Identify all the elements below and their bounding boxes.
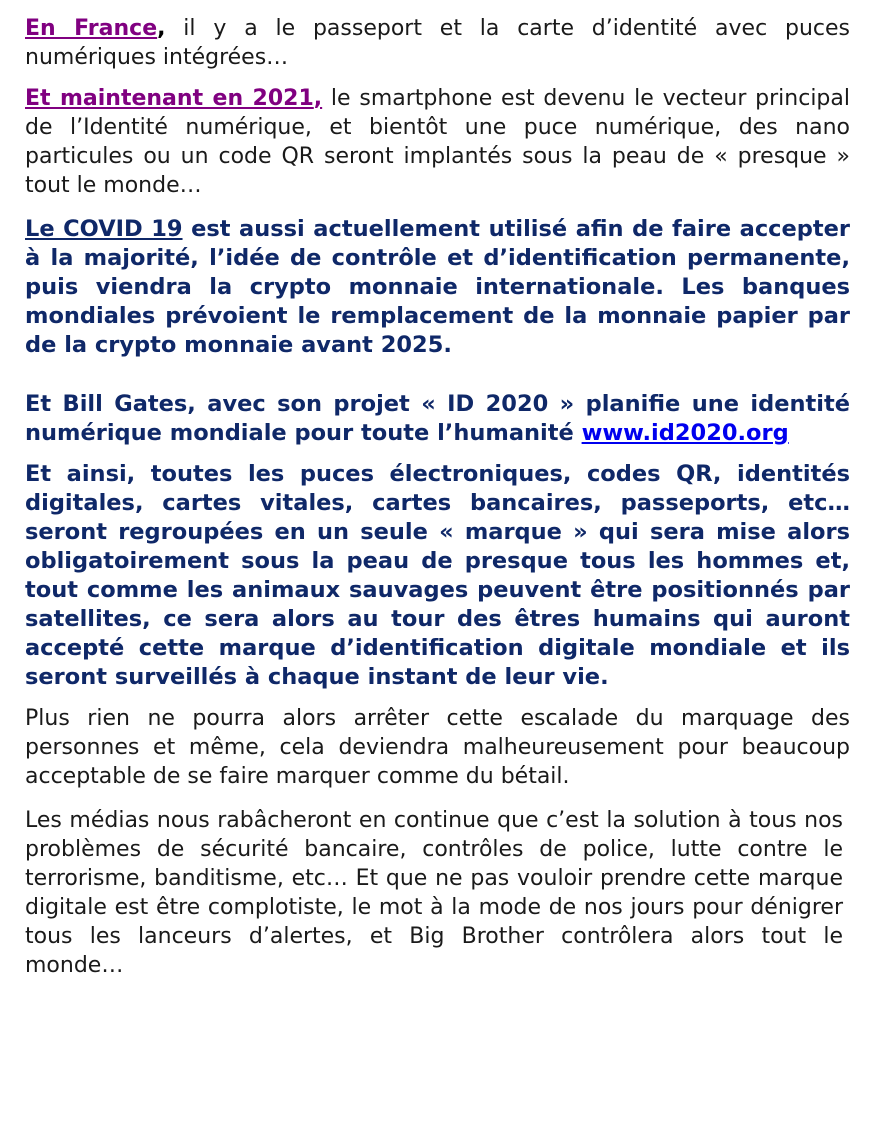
paragraph-2021	[25, 84, 850, 200]
paragraph-bill-gates	[25, 390, 850, 448]
heading-2021: Et maintenant en 2021	[25, 86, 314, 111]
comma: ,	[313, 86, 323, 111]
id2020-link[interactable]: www.id2020.org	[581, 420, 789, 446]
heading-en-france: En France	[25, 16, 158, 41]
paragraph-escalade	[25, 704, 850, 791]
paragraph-text: Les médias nous rabâcheront en continue que c’est la solution à tous nos problèmes de sécurité bancaire, contrôles de police, lutte contre le terrorisme, banditisme, etc… Et que ne pas vouloir prendre cette marque digitale est être complotiste, le mot à la mode de nos jours pour dénigrer tous les lanceurs d’alertes, et Big Brother contrôlera alors tout le monde…	[25, 808, 843, 978]
paragraph-text: Et ainsi, toutes les puces électroniques, codes QR, identités digitales, cartes vitales, cartes bancaires, passeports, etc… seront regroupées en un seule « marque » qui sera mise alors obligatoirement sous la peau de presque tous les hommes et, tout comme les animaux sauvages peuvent être positionnés par satellites, ce sera alors au tour des êtres humains qui auront accepté cette marque d’identification digitale mondiale et ils seront surveillés à chaque instant de leur vie.	[25, 461, 850, 690]
heading-covid: Le COVID 19	[25, 216, 183, 242]
paragraph-text: est aussi actuellement utilisé afin de faire accepter à la majorité, l’idée de contrôle et d’identification permanente, puis viendra la crypto monnaie internationale. Les banques mondiales prévoient le remplacement de la monnaie papier par de la crypto monnaie avant 2025.	[25, 216, 850, 358]
paragraph-covid	[25, 215, 850, 360]
paragraph-text: il y a le passeport et la carte d’identité avec puces numériques intégrées…	[25, 16, 850, 70]
comma: ,	[157, 16, 166, 41]
document-page	[25, 14, 850, 980]
paragraph-medias	[25, 806, 843, 980]
paragraph-text: Et Bill Gates, avec son projet « ID 2020 » planifie une identité numérique mondiale pour toute l’humanité	[25, 391, 850, 446]
paragraph-text: Plus rien ne pourra alors arrêter cette escalade du marquage des personnes et même, cela deviendra malheureusement pour beaucoup acceptable de se faire marquer comme du bétail.	[25, 706, 850, 789]
paragraph-text: le smartphone est devenu le vecteur principal de l’Identité numérique, et bientôt une puce numérique, des nano particules ou un code QR seront implantés sous la peau de « presque » tout le monde…	[25, 86, 850, 198]
paragraph-marque	[25, 460, 850, 692]
paragraph-france	[25, 14, 850, 72]
